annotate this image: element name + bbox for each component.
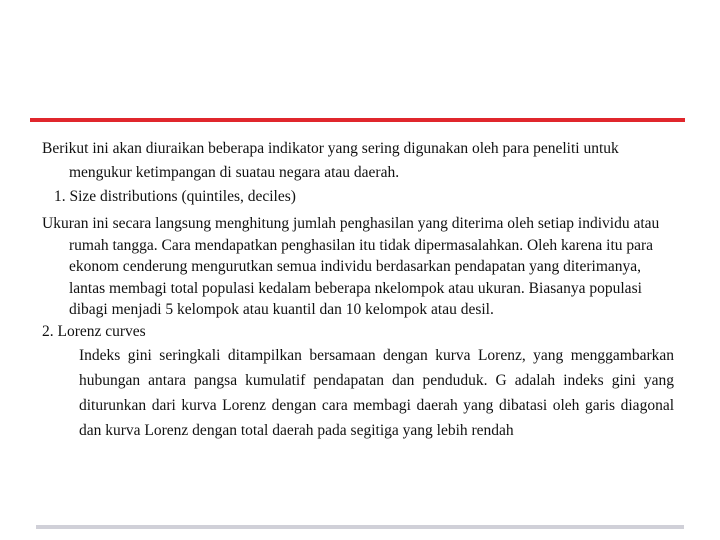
title-divider xyxy=(30,118,685,122)
list-item-lorenz-curves: 2. Lorenz curves xyxy=(42,322,146,340)
slide-body xyxy=(42,137,674,443)
footer-divider xyxy=(36,525,684,529)
intro-paragraph: Berikut ini akan diuraikan beberapa indikator yang sering digunakan oleh para peneliti untuk mengukur ketimpangan di suatau negara atau daerah. xyxy=(42,140,619,181)
size-distributions-paragraph: Ukuran ini secara langsung menghitung jumlah penghasilan yang diterima oleh setiap individu atau rumah tangga. Cara mendapatkan penghasilan itu tidak dipermasalahkan. Oleh karena itu para ekonom cenderung mengurutkan semua individu berdasarkan pendapatan yang diterimanya, lantas membagi total populasi kedalam beberapa nkelompok atau ukuran. Biasanya populasi dibagi menjadi 5 kelompok atau kuantil dan 10 kelompok atau desil. xyxy=(42,215,660,318)
list-text: Size distributions (quintiles, deciles) xyxy=(69,188,296,205)
lorenz-paragraph: Indeks gini seringkali ditampilkan bersamaan dengan kurva Lorenz, yang menggambarkan hubungan antara pangsa kumulatif pendapatan dan penduduk. G adalah indeks gini yang diturunkan dari kurva Lorenz dengan cara membagi daerah yang dibatasi oleh garis diagonal dan kurva Lorenz dengan total daerah pada segitiga yang lebih rendah xyxy=(79,346,674,439)
list-item-size-distributions xyxy=(42,185,674,209)
list-number: 1. xyxy=(54,188,66,205)
